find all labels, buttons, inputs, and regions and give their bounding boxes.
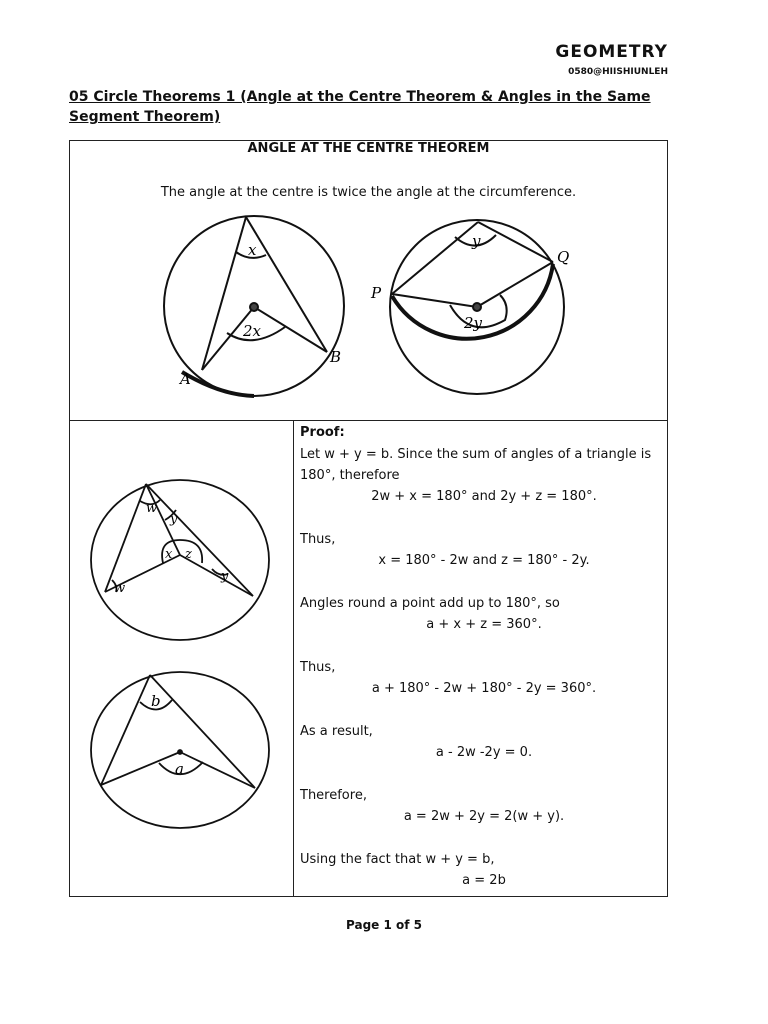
angle-label: y bbox=[170, 512, 178, 527]
angle-label: z bbox=[185, 547, 192, 562]
column-divider bbox=[293, 420, 294, 897]
point-label: A bbox=[180, 370, 191, 388]
proof-line: Therefore, bbox=[300, 788, 367, 803]
proof-heading: Proof: bbox=[300, 425, 345, 440]
section-heading: ANGLE AT THE CENTRE THEOREM bbox=[247, 141, 490, 156]
author-handle: 0580@HIISHIUNLEH bbox=[568, 67, 668, 77]
theorem-statement: The angle at the centre is twice the angle at the circumference. bbox=[160, 185, 577, 200]
angle-label: x bbox=[248, 241, 257, 259]
angle-label: y bbox=[472, 232, 481, 250]
angle-label: b bbox=[151, 692, 161, 710]
subject-title: GEOMETRY bbox=[555, 42, 668, 62]
angle-label: y bbox=[221, 569, 229, 584]
angle-label: x bbox=[165, 547, 173, 562]
page-number: Page 1 of 5 bbox=[346, 918, 422, 932]
proof-line: As a result, bbox=[300, 724, 373, 739]
angle-label: w bbox=[114, 581, 126, 596]
proof-equation: a + 180° - 2w + 180° - 2y = 360°. bbox=[371, 681, 597, 696]
theorem-box bbox=[69, 140, 668, 897]
proof-line: Using the fact that w + y = b, bbox=[300, 852, 495, 867]
angle-label: w bbox=[146, 501, 158, 516]
proof-line: Thus, bbox=[300, 660, 336, 675]
proof-equation: a + x + z = 360°. bbox=[426, 617, 542, 632]
proof-equation: x = 180° - 2w and z = 180° - 2y. bbox=[378, 553, 590, 568]
document-title: 05 Circle Theorems 1 (Angle at the Centre Theorem & Angles in the Same Segment Theorem) bbox=[69, 89, 651, 125]
angle-label: 2y bbox=[464, 314, 483, 332]
proof-equation: a = 2w + 2y = 2(w + y). bbox=[403, 809, 565, 824]
proof-text bbox=[300, 422, 668, 891]
angle-label: a bbox=[175, 760, 184, 778]
theorem-header-section bbox=[70, 141, 667, 421]
point-label: B bbox=[330, 348, 342, 366]
proof-line: Thus, bbox=[300, 532, 336, 547]
proof-line: Let w + y = b. Since the sum of angles of a triangle is 180°, therefore bbox=[300, 447, 652, 483]
point-label: Q bbox=[557, 248, 570, 266]
point-label: P bbox=[371, 284, 382, 302]
proof-equation: a = 2b bbox=[462, 873, 506, 888]
angle-label: 2x bbox=[243, 322, 262, 340]
proof-equation: a - 2w -2y = 0. bbox=[435, 745, 533, 760]
proof-equation: 2w + x = 180° and 2y + z = 180°. bbox=[371, 489, 597, 504]
proof-line: Angles round a point add up to 180°, so bbox=[300, 596, 560, 611]
